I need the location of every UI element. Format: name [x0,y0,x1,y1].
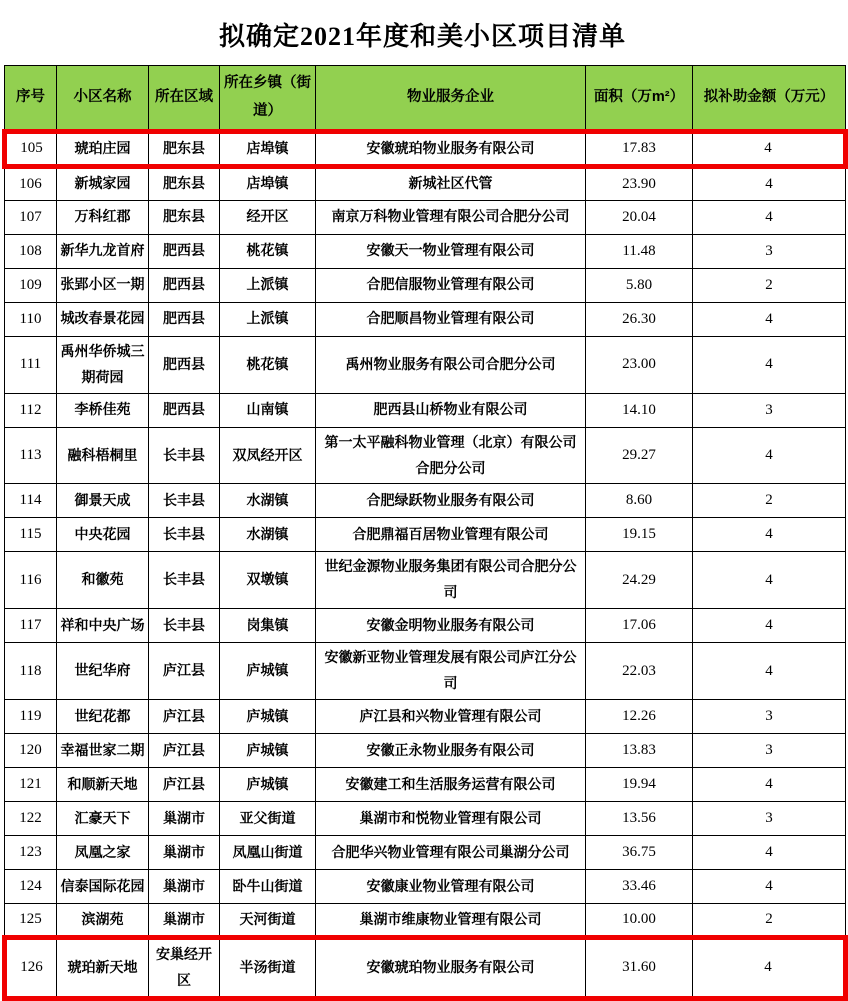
cell-name: 禹州华侨城三期荷园 [57,336,149,393]
table-row [5,234,846,268]
cell-id: 105 [5,132,57,167]
cell-township: 卧牛山街道 [220,870,316,904]
cell-area: 17.06 [586,609,693,643]
cell-area: 12.26 [586,700,693,734]
header-cell-name: 小区名称 [57,66,149,132]
cell-subsidy: 4 [693,938,846,999]
table-row [5,302,846,336]
cell-area: 36.75 [586,836,693,870]
project-table [2,65,848,1001]
cell-name: 祥和中央广场 [57,609,149,643]
cell-region: 长丰县 [149,552,220,609]
cell-township: 桃花镇 [220,234,316,268]
cell-area: 5.80 [586,268,693,302]
cell-company: 合肥绿跃物业服务有限公司 [316,484,586,518]
table-row [5,427,846,484]
cell-company: 世纪金源物业服务集团有限公司合肥分公司 [316,552,586,609]
cell-region: 长丰县 [149,518,220,552]
cell-id: 106 [5,166,57,200]
cell-township: 庐城镇 [220,734,316,768]
table-body [5,132,846,999]
cell-region: 肥西县 [149,268,220,302]
header-cell-township: 所在乡镇（街道） [220,66,316,132]
cell-name: 琥珀庄园 [57,132,149,167]
header-cell-id: 序号 [5,66,57,132]
cell-subsidy: 4 [693,166,846,200]
cell-company: 安徽天一物业管理有限公司 [316,234,586,268]
cell-area: 23.90 [586,166,693,200]
cell-subsidy: 4 [693,870,846,904]
cell-name: 融科梧桐里 [57,427,149,484]
cell-region: 肥东县 [149,200,220,234]
table-row [5,268,846,302]
cell-company: 安徽正永物业服务有限公司 [316,734,586,768]
cell-subsidy: 4 [693,200,846,234]
table-row [5,552,846,609]
table-header-row [5,66,846,132]
cell-name: 信泰国际花园 [57,870,149,904]
cell-name: 城改春景花园 [57,302,149,336]
cell-township: 桃花镇 [220,336,316,393]
cell-area: 17.83 [586,132,693,167]
cell-subsidy: 3 [693,734,846,768]
cell-company: 合肥顺昌物业管理有限公司 [316,302,586,336]
cell-subsidy: 4 [693,836,846,870]
cell-area: 8.60 [586,484,693,518]
cell-id: 117 [5,609,57,643]
cell-subsidy: 4 [693,132,846,167]
cell-region: 巢湖市 [149,836,220,870]
cell-township: 上派镇 [220,268,316,302]
cell-subsidy: 4 [693,336,846,393]
cell-township: 庐城镇 [220,700,316,734]
cell-company: 新城社区代管 [316,166,586,200]
cell-company: 巢湖市维康物业管理有限公司 [316,904,586,938]
cell-company: 禹州物业服务有限公司合肥分公司 [316,336,586,393]
cell-name: 新华九龙首府 [57,234,149,268]
cell-region: 巢湖市 [149,802,220,836]
cell-subsidy: 3 [693,393,846,427]
cell-area: 24.29 [586,552,693,609]
cell-name: 张郢小区一期 [57,268,149,302]
cell-area: 22.03 [586,643,693,700]
table-row [5,132,846,167]
cell-company: 安徽琥珀物业服务有限公司 [316,938,586,999]
header-cell-area: 面积（万m²） [586,66,693,132]
cell-id: 108 [5,234,57,268]
cell-area: 10.00 [586,904,693,938]
table-row [5,836,846,870]
cell-subsidy: 3 [693,234,846,268]
cell-id: 113 [5,427,57,484]
cell-id: 123 [5,836,57,870]
table-row [5,700,846,734]
cell-township: 水湖镇 [220,484,316,518]
cell-township: 店埠镇 [220,166,316,200]
cell-id: 111 [5,336,57,393]
table-row [5,870,846,904]
cell-area: 19.94 [586,768,693,802]
table-row [5,518,846,552]
cell-subsidy: 4 [693,768,846,802]
cell-region: 肥东县 [149,166,220,200]
cell-region: 巢湖市 [149,870,220,904]
cell-id: 116 [5,552,57,609]
cell-region: 肥西县 [149,302,220,336]
cell-township: 经开区 [220,200,316,234]
cell-name: 滨湖苑 [57,904,149,938]
cell-id: 119 [5,700,57,734]
header-cell-subsidy: 拟补助金额（万元） [693,66,846,132]
cell-subsidy: 4 [693,643,846,700]
cell-region: 长丰县 [149,484,220,518]
cell-township: 水湖镇 [220,518,316,552]
cell-company: 庐江县和兴物业管理有限公司 [316,700,586,734]
cell-id: 124 [5,870,57,904]
cell-subsidy: 4 [693,518,846,552]
cell-name: 李桥佳苑 [57,393,149,427]
cell-region: 肥西县 [149,336,220,393]
cell-company: 南京万科物业管理有限公司合肥分公司 [316,200,586,234]
cell-company: 合肥信服物业管理有限公司 [316,268,586,302]
cell-id: 114 [5,484,57,518]
cell-township: 双凤经开区 [220,427,316,484]
cell-id: 109 [5,268,57,302]
table-row [5,336,846,393]
table-row [5,643,846,700]
cell-subsidy: 4 [693,552,846,609]
cell-area: 26.30 [586,302,693,336]
table-row [5,166,846,200]
cell-id: 110 [5,302,57,336]
cell-region: 安巢经开区 [149,938,220,999]
cell-township: 凤凰山街道 [220,836,316,870]
cell-name: 世纪花都 [57,700,149,734]
header-cell-region: 所在区域 [149,66,220,132]
cell-company: 安徽金明物业服务有限公司 [316,609,586,643]
cell-id: 115 [5,518,57,552]
cell-subsidy: 3 [693,802,846,836]
page-title: 拟确定2021年度和美小区项目清单 [218,22,626,51]
cell-subsidy: 2 [693,904,846,938]
cell-name: 中央花园 [57,518,149,552]
cell-name: 凤凰之家 [57,836,149,870]
cell-region: 肥东县 [149,132,220,167]
cell-region: 庐江县 [149,768,220,802]
cell-area: 13.83 [586,734,693,768]
cell-company: 巢湖市和悦物业管理有限公司 [316,802,586,836]
cell-subsidy: 2 [693,268,846,302]
cell-company: 第一太平融科物业管理（北京）有限公司合肥分公司 [316,427,586,484]
cell-subsidy: 2 [693,484,846,518]
cell-area: 33.46 [586,870,693,904]
cell-id: 118 [5,643,57,700]
table-row [5,904,846,938]
table-row [5,768,846,802]
cell-id: 122 [5,802,57,836]
cell-id: 121 [5,768,57,802]
cell-area: 14.10 [586,393,693,427]
cell-township: 店埠镇 [220,132,316,167]
table-row [5,393,846,427]
cell-subsidy: 3 [693,700,846,734]
cell-area: 13.56 [586,802,693,836]
cell-company: 安徽琥珀物业服务有限公司 [316,132,586,167]
cell-township: 庐城镇 [220,768,316,802]
table-row [5,734,846,768]
table-row [5,484,846,518]
cell-township: 天河街道 [220,904,316,938]
cell-area: 20.04 [586,200,693,234]
cell-id: 126 [5,938,57,999]
cell-name: 御景天成 [57,484,149,518]
cell-township: 亚父街道 [220,802,316,836]
cell-company: 安徽新亚物业管理发展有限公司庐江分公司 [316,643,586,700]
cell-area: 29.27 [586,427,693,484]
cell-area: 31.60 [586,938,693,999]
table-row [5,609,846,643]
cell-name: 幸福世家二期 [57,734,149,768]
cell-area: 11.48 [586,234,693,268]
cell-company: 肥西县山桥物业有限公司 [316,393,586,427]
cell-area: 19.15 [586,518,693,552]
cell-name: 世纪华府 [57,643,149,700]
cell-region: 长丰县 [149,427,220,484]
cell-name: 万科红郡 [57,200,149,234]
cell-region: 庐江县 [149,734,220,768]
cell-region: 庐江县 [149,700,220,734]
cell-township: 上派镇 [220,302,316,336]
cell-id: 112 [5,393,57,427]
cell-company: 合肥华兴物业管理有限公司巢湖分公司 [316,836,586,870]
cell-subsidy: 4 [693,427,846,484]
cell-region: 长丰县 [149,609,220,643]
cell-subsidy: 4 [693,609,846,643]
cell-id: 125 [5,904,57,938]
cell-region: 肥西县 [149,393,220,427]
header-cell-company: 物业服务企业 [316,66,586,132]
cell-id: 120 [5,734,57,768]
cell-township: 岗集镇 [220,609,316,643]
cell-name: 和徽苑 [57,552,149,609]
cell-township: 半汤街道 [220,938,316,999]
cell-area: 23.00 [586,336,693,393]
cell-id: 107 [5,200,57,234]
cell-name: 汇豪天下 [57,802,149,836]
cell-company: 安徽康业物业管理有限公司 [316,870,586,904]
cell-township: 庐城镇 [220,643,316,700]
cell-subsidy: 4 [693,302,846,336]
table-row [5,802,846,836]
cell-region: 肥西县 [149,234,220,268]
cell-name: 琥珀新天地 [57,938,149,999]
cell-company: 安徽建工和生活服务运营有限公司 [316,768,586,802]
cell-name: 和顺新天地 [57,768,149,802]
cell-company: 合肥鼎福百居物业管理有限公司 [316,518,586,552]
cell-township: 双墩镇 [220,552,316,609]
table-row [5,200,846,234]
cell-region: 巢湖市 [149,904,220,938]
table-row [5,938,846,999]
cell-township: 山南镇 [220,393,316,427]
cell-region: 庐江县 [149,643,220,700]
cell-name: 新城家园 [57,166,149,200]
